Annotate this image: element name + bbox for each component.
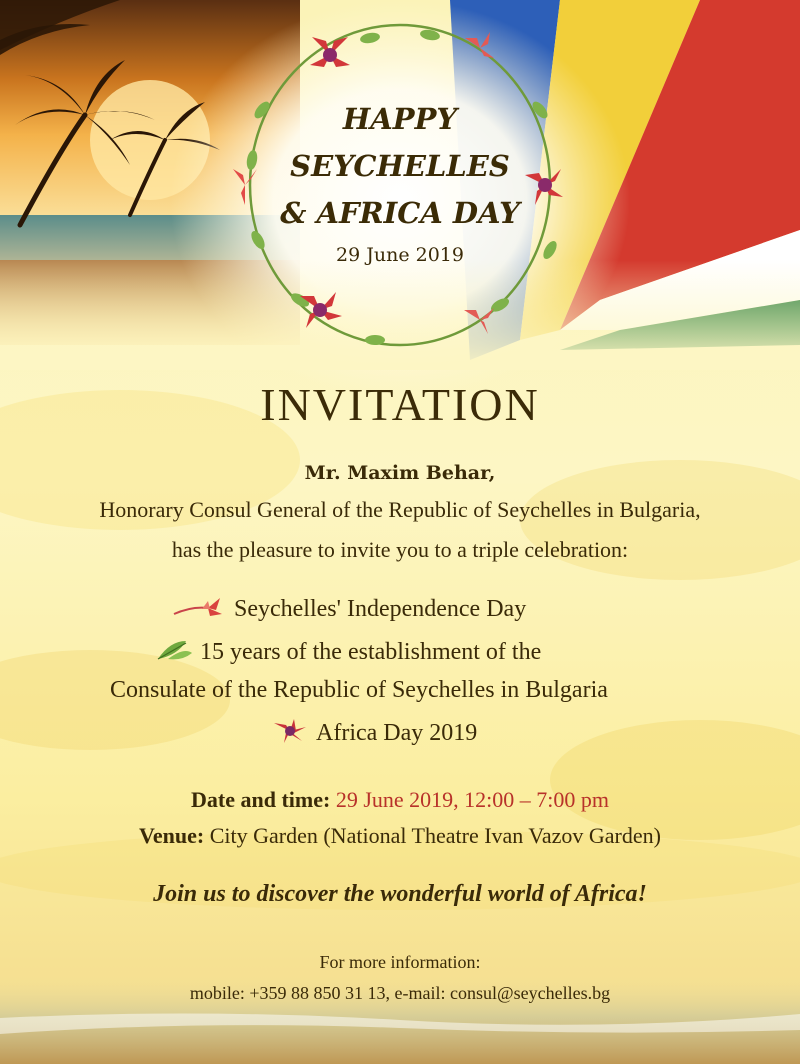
tagline: Join us to discover the wonderful world of Africa!	[153, 881, 647, 907]
event-title-line-3: & AFRICA DAY	[280, 196, 520, 230]
celebration-item-label: Seychelles' Independence Day	[234, 596, 527, 622]
invitation-heading: INVITATION	[260, 379, 540, 430]
celebration-item-consulate-anniversary	[156, 637, 541, 666]
date-time-line	[0, 787, 800, 813]
red-flower-icon	[270, 718, 310, 744]
celebration-item-label: Africa Day 2019	[316, 720, 478, 746]
celebration-item-label: 15 years of the establishment of the	[200, 639, 542, 665]
event-title	[250, 96, 550, 237]
venue-value: City Garden (National Theatre Ivan Vazov Garden)	[209, 823, 661, 848]
host-name: Mr. Maxim Behar,	[304, 462, 496, 484]
celebration-item-consulate-anniversary-cont: Consulate of the Republic of Seychelles in Bulgaria	[110, 677, 608, 703]
event-title-line-1: HAPPY	[342, 102, 458, 136]
fuchsia-flower-icon	[172, 596, 228, 620]
leaf-icon	[156, 637, 194, 663]
venue-label: Venue:	[139, 823, 205, 848]
date-time-label: Date and time:	[191, 787, 331, 812]
celebration-item-independence-day	[172, 596, 526, 623]
invite-line: has the pleasure to invite you to a triple celebration:	[171, 537, 629, 562]
venue-line	[0, 823, 800, 849]
host-role: Honorary Consul General of the Republic of Seychelles in Bulgaria,	[99, 497, 701, 522]
event-title-line-2: SEYCHELLES	[290, 149, 510, 183]
event-date: 29 June 2019	[336, 244, 464, 266]
contact-heading: For more information:	[319, 952, 481, 972]
date-time-value: 29 June 2019, 12:00 – 7:00 pm	[335, 787, 609, 812]
contact-details: mobile: +359 88 850 31 13, e-mail: consul@seychelles.bg	[189, 983, 611, 1003]
celebration-item-africa-day	[270, 718, 477, 747]
